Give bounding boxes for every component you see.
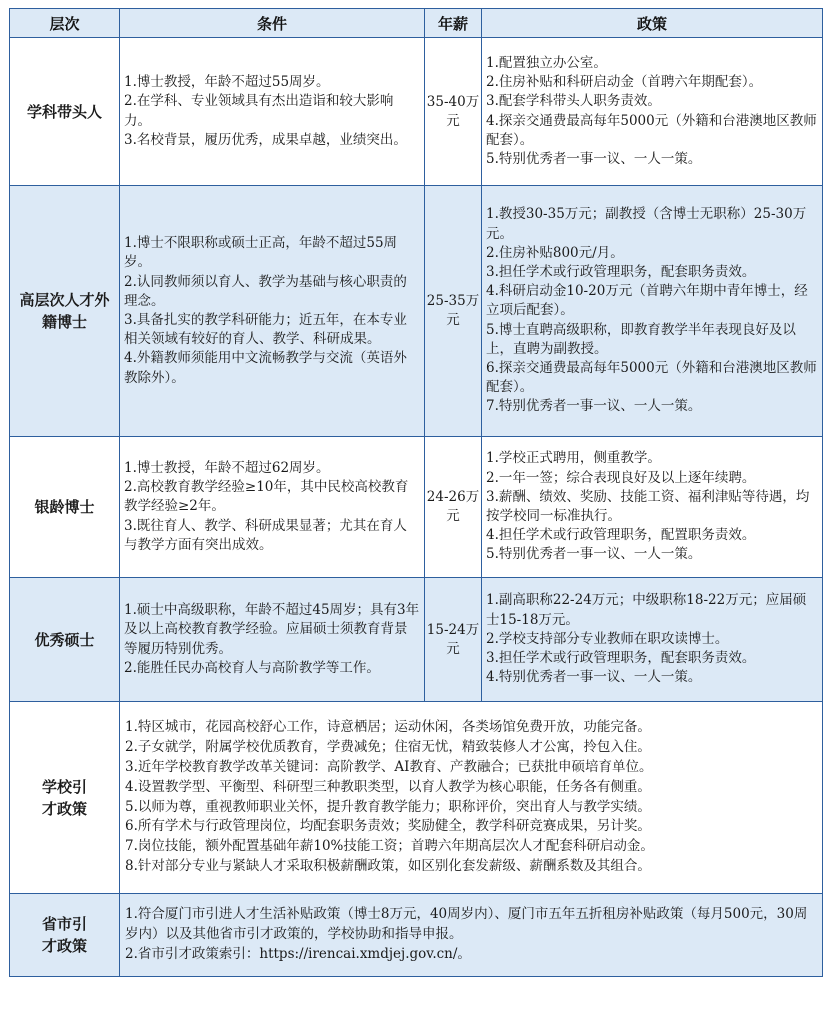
school-policy-item: 1.特区城市，花园高校舒心工作，诗意栖居；运动休闲，各类场馆免费开放，功能完备。 xyxy=(125,719,651,736)
row-conditions xyxy=(120,437,425,578)
row-level xyxy=(10,702,120,894)
row-salary xyxy=(425,38,482,186)
level-label: 学科带头人 xyxy=(26,102,102,121)
condition-item: 3.既往育人、教学、科研成果显著；尤其在育人与教学方面有突出成效。 xyxy=(124,517,407,553)
condition-item: 3.具备扎实的教学科研能力；近五年，在本专业相关领域有较好的育人、教学、科研成果。 xyxy=(124,312,407,348)
row-policy xyxy=(482,186,823,437)
row-salary xyxy=(425,186,482,437)
school-policy-row xyxy=(10,702,823,894)
province-policy-item: 1.符合厦门市引进人才生活补贴政策（博士8万元，40周岁内）、厦门市五年五折租房补贴政策（每月500元，30周岁内）以及其他省市引才政策的，学校协助和指导申报。 xyxy=(125,906,808,943)
school-policy-item: 4.设置教学型、平衡型、科研型三种教职类型，以育人教学为核心职能，任务各有侧重。 xyxy=(125,778,651,795)
policy-item: 2.一年一签；综合表现良好及以上逐年续聘。 xyxy=(486,469,756,486)
policy-item: 1.配置独立办公室。 xyxy=(486,54,607,71)
school-policy-item: 8.针对部分专业与紧缺人才采取积极薪酬政策，如区别化套发薪级、薪酬系数及其组合。 xyxy=(125,857,651,874)
policy-item: 2.住房补贴和科研启动金（首聘六年期配套）。 xyxy=(486,74,763,91)
policy-item: 5.特别优秀者一事一议、一人一策。 xyxy=(486,546,702,563)
province-policy-list xyxy=(120,894,823,977)
policy-item: 5.博士直聘高级职称，即教育教学半年表现良好及以上，直聘为副教授。 xyxy=(486,321,796,357)
salary-value: 15-24万元 xyxy=(426,621,480,657)
policy-item: 4.担任学术或行政管理职务，配置职务责效。 xyxy=(486,527,756,544)
header-policy: 政策 xyxy=(482,9,823,38)
policy-item: 1.副高职称22-24万元；中级职称18-22万元；应届硕士15-18万元。 xyxy=(486,592,807,628)
condition-item: 3.名校背景，履历优秀，成果卓越，业绩突出。 xyxy=(124,131,407,148)
level-label: 优秀硕士 xyxy=(34,630,95,649)
condition-item: 1.博士教授，年龄不超过55周岁。 xyxy=(124,74,330,91)
row-level xyxy=(10,186,120,437)
policy-item: 2.住房补贴800元/月。 xyxy=(486,244,624,261)
province-policy-link[interactable]: 2.省市引才政策索引：https://irencai.xmdjej.gov.cn/。 xyxy=(125,945,471,962)
row-level xyxy=(10,437,120,578)
row-level xyxy=(10,578,120,702)
condition-item: 1.硕士中高级职称，年龄不超过45周岁；具有3年及以上高校教育教学经验。应届硕士须教育背景等履历特别优秀。 xyxy=(124,602,420,657)
row-policy xyxy=(482,437,823,578)
policy-item: 4.科研启动金10-20万元（首聘六年期中青年博士，经立项后配套）。 xyxy=(486,283,808,319)
row-salary xyxy=(425,437,482,578)
policy-item: 2.学校支持部分专业教师在职攻读博士。 xyxy=(486,630,729,647)
province-policy-row xyxy=(10,894,823,977)
school-policy-item: 2.子女就学，附属学校优质教育，学费减免；住宿无忧，精致装修人才公寓，拎包入住。 xyxy=(125,739,651,756)
header-row xyxy=(10,9,823,38)
row-policy xyxy=(482,38,823,186)
table-row xyxy=(10,578,823,702)
policy-item: 4.特别优秀者一事一议、一人一策。 xyxy=(486,669,702,686)
policy-item: 5.特别优秀者一事一议、一人一策。 xyxy=(486,150,702,167)
policy-item: 3.担任学术或行政管理职务，配套职务责效。 xyxy=(486,263,756,280)
condition-item: 4.外籍教师须能用中文流畅教学与交流（英语外教除外）。 xyxy=(124,350,407,386)
salary-value: 35-40万元 xyxy=(426,93,480,129)
school-policy-item: 7.岗位技能，额外配置基础年薪10%技能工资；首聘六年期高层次人才配套科研启动金。 xyxy=(125,838,654,855)
talent-policy-table xyxy=(9,8,823,977)
header-salary: 年薪 xyxy=(425,9,482,38)
row-level xyxy=(10,894,120,977)
school-policy-list xyxy=(120,702,823,894)
condition-item: 2.在学科、专业领域具有杰出造诣和较大影响力。 xyxy=(124,93,394,129)
school-policy-item: 6.所有学术与行政管理岗位，均配套职务责效；奖励健全，教学科研竞赛成果，另计奖。 xyxy=(125,818,651,835)
policy-item: 1.教授30-35万元；副教授（含博士无职称）25-30万元。 xyxy=(486,206,807,242)
policy-item: 1.学校正式聘用，侧重教学。 xyxy=(486,450,661,467)
row-conditions xyxy=(120,38,425,186)
condition-item: 2.能胜任民办高校育人与高阶教学等工作。 xyxy=(124,659,380,676)
policy-item: 7.特别优秀者一事一议、一人一策。 xyxy=(486,398,702,415)
condition-item: 1.博士不限职称或硕士正高，年龄不超过55周岁。 xyxy=(124,235,398,271)
salary-value: 25-35万元 xyxy=(426,293,480,328)
level-label: 学校引才政策 xyxy=(41,777,87,818)
header-conditions: 条件 xyxy=(120,9,425,38)
level-label: 银龄博士 xyxy=(34,498,95,516)
row-conditions xyxy=(120,578,425,702)
policy-item: 3.担任学术或行政管理职务，配套职务责效。 xyxy=(486,650,756,667)
table-row xyxy=(10,38,823,186)
row-salary xyxy=(425,578,482,702)
level-label: 省市引才政策 xyxy=(41,915,87,955)
condition-item: 2.高校教育教学经验≥10年，其中民校高校教育教学经验≥2年。 xyxy=(124,479,409,515)
school-policy-item: 5.以师为尊，重视教师职业关怀，提升教育教学能力；职称评价，突出育人与教学实绩。 xyxy=(125,798,651,815)
row-conditions xyxy=(120,186,425,437)
policy-item: 4.探亲交通费最高每年5000元（外籍和台港澳地区教师配套）。 xyxy=(486,112,817,148)
policy-item: 3.薪酬、绩效、奖励、技能工资、福利津贴等待遇，均按学校同一标准执行。 xyxy=(486,488,810,524)
policy-item: 6.探亲交通费最高每年5000元（外籍和台港澳地区教师配套）。 xyxy=(486,360,817,396)
school-policy-item: 3.近年学校教育教学改革关键词：高阶教学、AI教育、产教融合；已获批申硕培育单位。 xyxy=(125,758,653,775)
row-policy xyxy=(482,578,823,702)
condition-item: 1.博士教授，年龄不超过62周岁。 xyxy=(124,459,330,476)
row-level xyxy=(10,38,120,186)
table-row xyxy=(10,186,823,437)
table-row xyxy=(10,437,823,578)
policy-item: 3.配套学科带头人职务责效。 xyxy=(486,93,661,110)
header-level: 层次 xyxy=(10,9,120,38)
level-label: 高层次人才外籍博士 xyxy=(19,291,110,331)
salary-value: 24-26万元 xyxy=(426,489,480,524)
condition-item: 2.认同教师须以育人、教学为基础与核心职责的理念。 xyxy=(124,273,407,309)
